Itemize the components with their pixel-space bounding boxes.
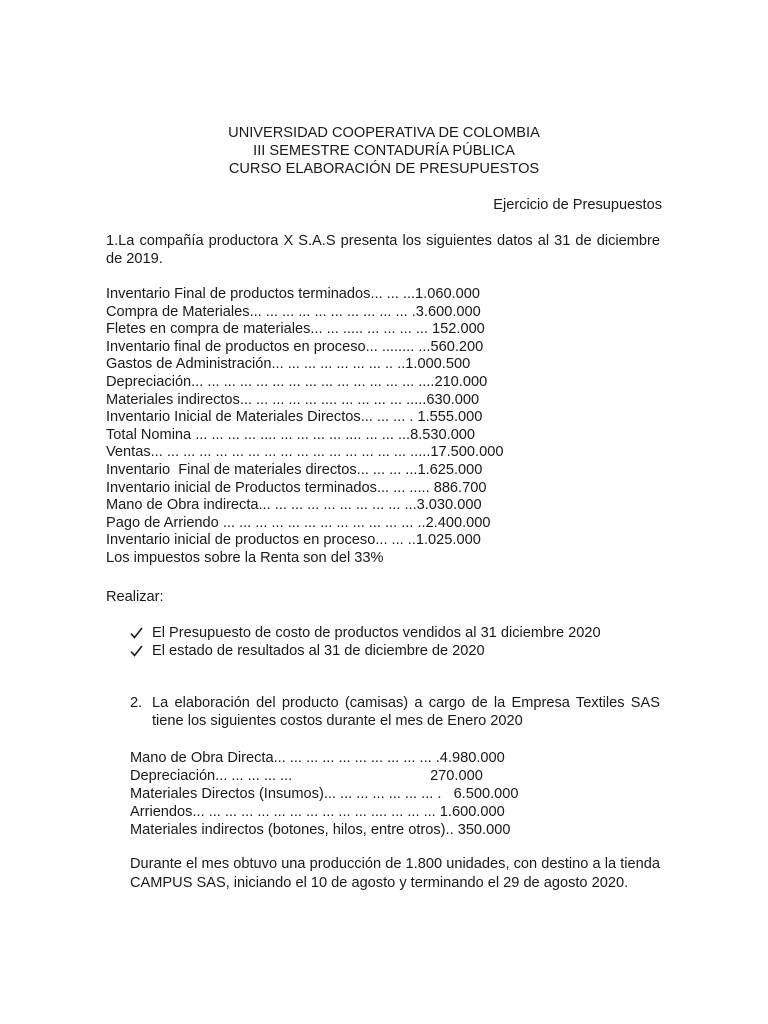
exercise1-intro: 1.La compañía productora X S.A.S presenta los siguientes datos al 31 de diciembre de 2019. bbox=[106, 233, 660, 267]
exercise2-number: 2. bbox=[130, 695, 143, 711]
exercise2-intro-block bbox=[130, 694, 660, 730]
list-item: Inventario final de productos en proceso... ........ ...560.200 bbox=[106, 338, 484, 355]
list-item: Mano de Obra Directa... ... ... ... ... ... ... ... ... ... .4.980.000 bbox=[130, 750, 505, 766]
list-item: Materiales Directos (Insumos)... ... ... ... ... ... ... . 6.500.000 bbox=[130, 786, 519, 802]
list-item: Mano de Obra indirecta... ... ... ... ... ... ... ... ... ...3.030.000 bbox=[106, 497, 482, 514]
list-item: Gastos de Administración... ... ... ... ... ... ... .. ..1.000.500 bbox=[106, 356, 471, 373]
exercise2-closing: Durante el mes obtuvo una producción de 1.800 unidades, con destino a la tienda CAMPUS SAS, iniciando el 10 de agosto y terminando el 29 de agosto 2020. bbox=[130, 856, 660, 891]
exercise2-cost-list bbox=[130, 749, 519, 839]
list-item: Pago de Arriendo ... ... ... ... ... ... ... ... ... ... ... ... ..2.400.000 bbox=[106, 514, 491, 531]
header-course: CURSO ELABORACIÓN DE PRESUPUESTOS bbox=[228, 161, 540, 177]
exercise-subtitle: Ejercicio de Presupuestos bbox=[493, 197, 662, 213]
list-item: Fletes en compra de materiales... ... ..... ... ... ... ... 152.000 bbox=[106, 321, 485, 338]
list-item: Materiales indirectos... ... ... ... ... .... ... ... ... ... .....630.000 bbox=[106, 391, 480, 408]
exercise1-data-list bbox=[106, 286, 503, 568]
check-mark-icon bbox=[130, 645, 152, 657]
header-semester: III SEMESTRE CONTADURÍA PÚBLICA bbox=[253, 143, 515, 159]
list-item: Materiales indirectos (botones, hilos, entre otros).. 350.000 bbox=[130, 822, 511, 838]
header-university: UNIVERSIDAD COOPERATIVA DE COLOMBIA bbox=[228, 125, 540, 141]
list-item: Depreciación... ... ... ... ... ... ... ... ... ... ... ... ... ... ....210.000 bbox=[106, 373, 488, 390]
task-item bbox=[130, 642, 601, 660]
list-item: Ventas... ... ... ... ... ... ... ... ... ... ... ... ... ... ... ... .....17.500.000 bbox=[106, 444, 504, 461]
list-item: Inventario inicial de Productos terminados... ... ..... 886.700 bbox=[106, 479, 487, 496]
exercise2-intro: La elaboración del producto (camisas) a cargo de la Empresa Textiles SAS tiene los siguientes costos durante el mes de Enero 2020 bbox=[152, 695, 660, 729]
list-item: Total Nomina ... ... ... ... .... ... ... ... ... .... ... ... ...8.530.000 bbox=[106, 426, 476, 443]
check-mark-icon bbox=[130, 627, 152, 639]
list-item: Inventario inicial de productos en proceso... ... ..1.025.000 bbox=[106, 532, 481, 549]
realizar-heading: Realizar: bbox=[106, 589, 164, 605]
task-label: El Presupuesto de costo de productos vendidos al 31 diciembre 2020 bbox=[152, 625, 601, 641]
list-item: Depreciación... ... ... ... ... 270.000 bbox=[130, 768, 483, 784]
list-item: Inventario Inicial de Materiales Directos... ... ... . 1.555.000 bbox=[106, 409, 483, 426]
task-label: El estado de resultados al 31 de diciembre de 2020 bbox=[152, 643, 485, 659]
tax-note: Los impuestos sobre la Renta son del 33% bbox=[106, 549, 384, 566]
list-item: Inventario Final de productos terminados... ... ...1.060.000 bbox=[106, 286, 480, 302]
list-item: Inventario Final de materiales directos... ... ... ...1.625.000 bbox=[106, 461, 483, 478]
document-header bbox=[0, 124, 768, 178]
list-item: Arriendos... ... ... ... ... ... ... ... ... ... ... .... ... ... ... 1.600.000 bbox=[130, 804, 505, 820]
task-list bbox=[130, 624, 601, 660]
list-item: Compra de Materiales... ... ... ... ... ... ... ... ... ... .3.600.000 bbox=[106, 303, 481, 320]
task-item bbox=[130, 624, 601, 642]
